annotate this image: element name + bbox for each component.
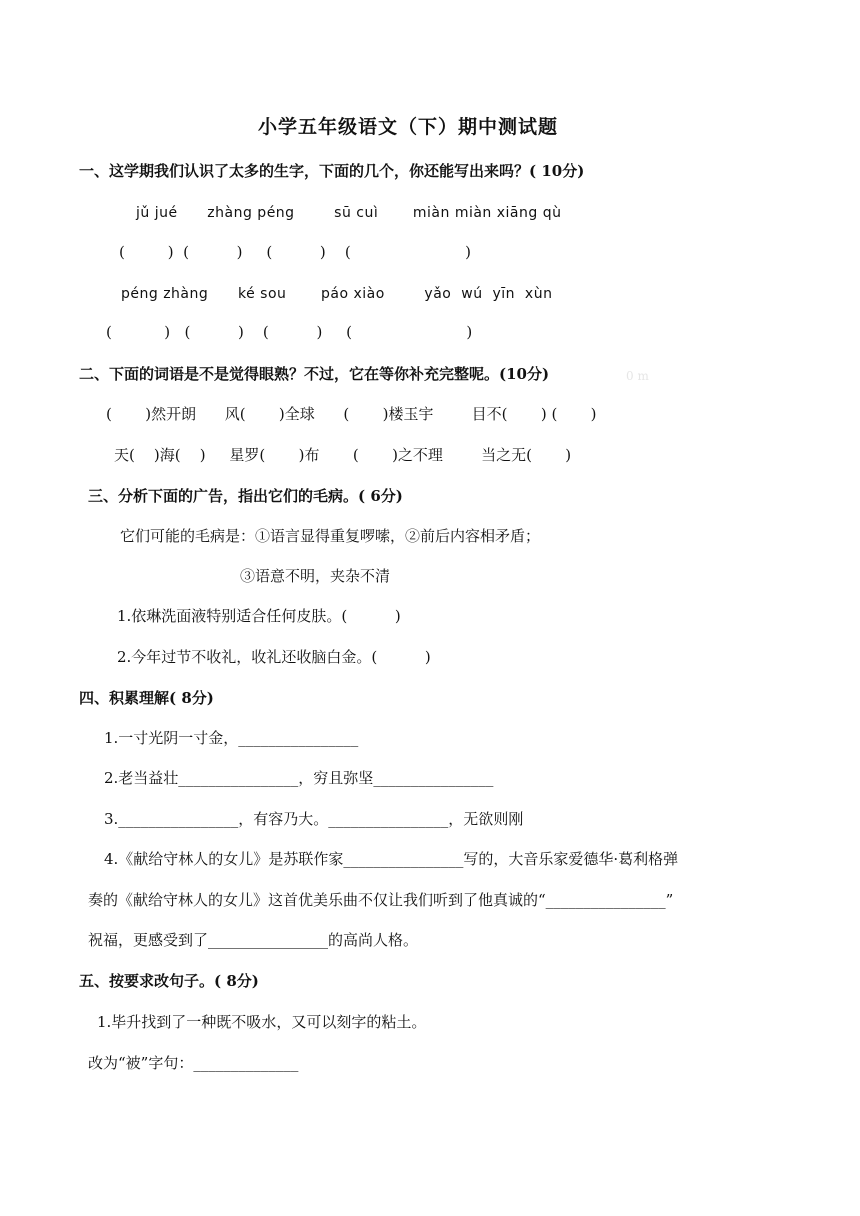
section-5-question-1-instruction: 改为“被”字句：______________: [88, 1054, 299, 1072]
idiom-row-2: 天( )海( ) 星罗( )布 ( )之不理 当之无( ): [114, 446, 572, 464]
section-4-question-4-line-1: 4.《献给守林人的女儿》是苏联作家________________写的，大音乐家爱德华·葛利格弹: [104, 850, 679, 868]
section-3-intro-1: 它们可能的毛病是：①语言显得重复啰嗦，②前后内容相矛盾；: [120, 527, 541, 545]
idiom-row-1: ( )然开朗 风( )全球 ( )楼玉宇 目不( ) ( ): [106, 405, 597, 423]
section-4-heading: 四、积累理解( 8分): [79, 689, 214, 707]
section-4-question-3: 3.________________，有容乃大。________________，无欲则刚: [104, 810, 524, 828]
watermark-text: 0 m: [626, 369, 649, 383]
section-3-question-1: 1.依琳洗面液特别适合任何皮肤。( ): [117, 607, 401, 625]
section-3-question-2: 2.今年过节不收礼，收礼还收脑白金。( ): [117, 648, 431, 666]
section-4-question-4-line-2: 奏的《献给守林人的女儿》这首优美乐曲不仅让我们听到了他真诚的“________________”: [88, 891, 674, 909]
section-1-heading: 一、这学期我们认识了太多的生字，下面的几个，你还能写出来吗？( 10分): [79, 162, 585, 180]
blanks-row-2: ( ) ( ) ( ) ( ): [106, 323, 473, 341]
pinyin-row-1: jǔ jué zhàng péng sū cuì miàn miàn xiāng qù: [136, 205, 562, 221]
section-2-heading: 二、下面的词语是不是觉得眼熟？不过，它在等你补充完整呢。(10分): [79, 365, 550, 383]
page-title: 小学五年级语文（下）期中测试题: [258, 116, 559, 138]
section-5-question-1: 1.毕升找到了一种既不吸水，又可以刻字的粘土。: [97, 1013, 427, 1031]
section-3-intro-2: ③语意不明，夹杂不清: [240, 567, 391, 585]
section-3-heading: 三、分析下面的广告，指出它们的毛病。( 6分): [88, 487, 403, 505]
section-5-heading: 五、按要求改句子。( 8分): [79, 972, 259, 990]
blanks-row-1: ( ) ( ) ( ) ( ): [119, 243, 471, 261]
section-4-question-2: 2.老当益壮________________，穷且弥坚________________: [104, 769, 494, 787]
section-4-question-4-line-3: 祝福，更感受到了________________的高尚人格。: [88, 931, 419, 949]
section-4-question-1: 1.一寸光阴一寸金，________________: [104, 729, 359, 747]
pinyin-row-2: péng zhàng ké sou páo xiào yǎo wú yīn xùn: [121, 286, 553, 302]
